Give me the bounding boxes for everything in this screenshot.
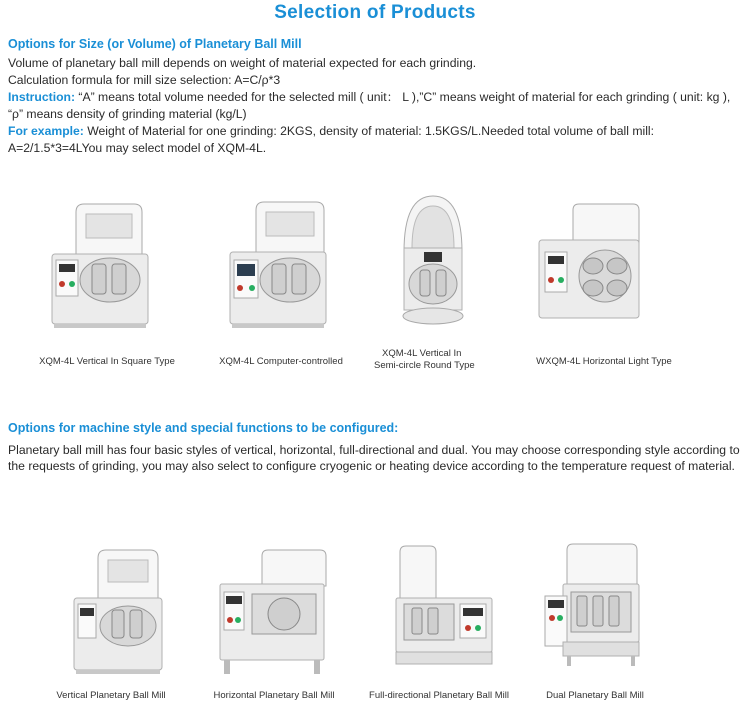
example-label: For example:: [8, 124, 84, 138]
size-options-heading: Options for Size (or Volume) of Planetary Ball Mill: [8, 37, 302, 51]
page-title: Selection of Products: [274, 2, 476, 23]
product-image-dual-planetary: [541, 540, 641, 670]
formula-line: Calculation formula for mill size selection: A=C/ρ*3: [8, 73, 281, 87]
size-options-text: [8, 55, 743, 157]
example-line: [8, 123, 743, 157]
caption-dual-planetary: Dual Planetary Ball Mill: [546, 690, 644, 701]
caption-semi-circle-line1: XQM-4L Vertical In: [382, 348, 462, 359]
caption-vertical-square: XQM-4L Vertical In Square Type: [39, 356, 175, 367]
product-image-computer-controlled: [226, 198, 336, 333]
product-image-horizontal-light: [535, 200, 645, 325]
product-image-full-directional: [394, 542, 494, 672]
style-options-text: Planetary ball mill has four basic styles of vertical, horizontal, full-directional and dual. You may choose corresponding style according to the requests of grinding, you may also select to configure cryogenic or heating device according to the temperature request of material.: [8, 443, 740, 473]
instruction-line: [8, 89, 743, 123]
product-image-horizontal-planetary: [218, 548, 328, 678]
product-image-vertical-square: [48, 198, 158, 333]
caption-semi-circle-line2: Semi-circle Round Type: [374, 360, 475, 371]
product-image-semi-circle-round: [398, 192, 468, 332]
volume-line: Volume of planetary ball mill depends on weight of material expected for each grinding.: [8, 56, 477, 70]
instruction-label: Instruction:: [8, 90, 76, 104]
instruction-text: “A” means total volume needed for the selected mill ( unit： L ),”C” means weight of material for each grinding ( unit: kg ), “ρ” means density of grinding material (kg/L): [8, 90, 731, 121]
product-image-vertical-planetary: [70, 548, 170, 678]
caption-vertical-planetary: Vertical Planetary Ball Mill: [56, 690, 166, 701]
caption-full-directional: Full-directional Planetary Ball Mill: [369, 690, 509, 701]
caption-horizontal-light: WXQM-4L Horizontal Light Type: [536, 356, 672, 367]
caption-computer-controlled: XQM-4L Computer-controlled: [219, 356, 343, 367]
caption-horizontal-planetary: Horizontal Planetary Ball Mill: [213, 690, 335, 701]
example-text: Weight of Material for one grinding: 2KGS, density of material: 1.5KGS/L.Needed total volume of ball mill: A=2/1.5*3=4LYou may select model of XQM-4L.: [8, 124, 655, 155]
caption-semi-circle-round: [374, 348, 504, 372]
style-options-heading: Options for machine style and special functions to be configured:: [8, 421, 399, 435]
